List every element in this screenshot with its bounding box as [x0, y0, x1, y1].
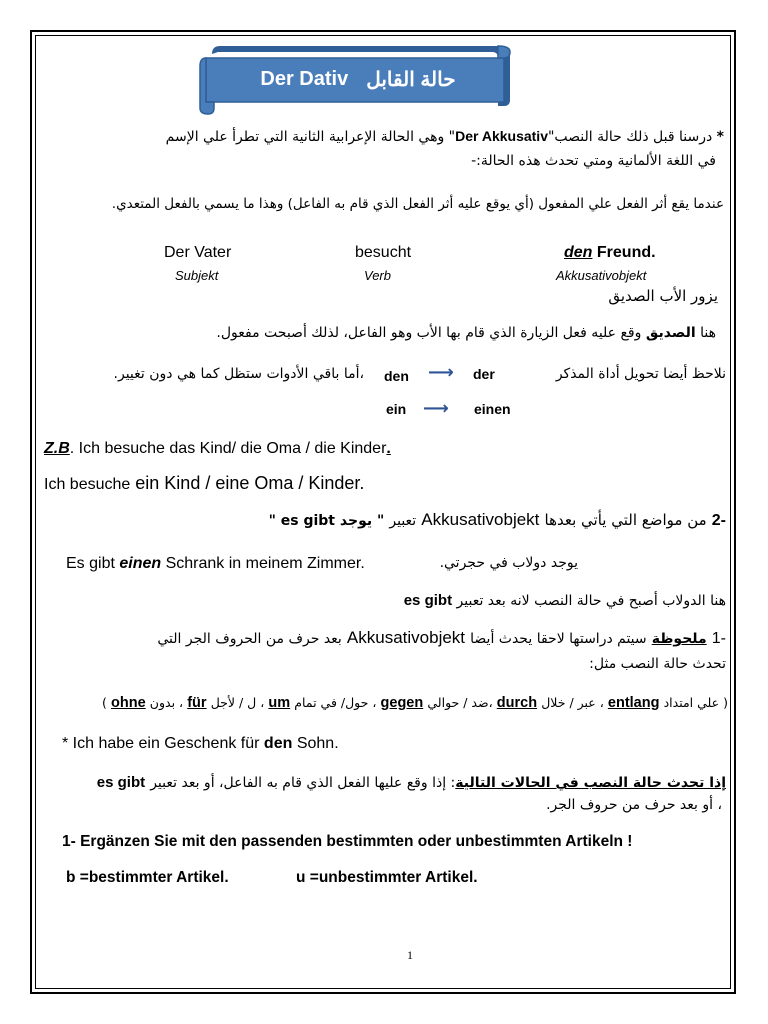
article-change-text: نلاحظ أيضا تحويل أداة المذكر	[555, 366, 726, 382]
article-ein: ein	[386, 401, 407, 417]
point-2: -2 من مواضع التي يأتي بعدها Akkusativobjekt تعبير " يوجد es gibt "	[268, 510, 726, 529]
intro-line-1: * درسنا قبل ذلك حالة النصب"Der Akkusativ" وهي الحالة الإعرابية الثانية التي تطرأ علي الإسم	[165, 128, 724, 145]
example-object: den Freund.	[564, 244, 656, 261]
note-line-1: -1 ملحوظة سيتم دراستها لاحقا يحدث أيضا Akkusativobjekt بعد حرف من الحروف الجر التي	[157, 628, 726, 647]
example-translation: يزور الأب الصديق	[608, 287, 718, 305]
intro-line-3: عندما يقع أثر الفعل علي المفعول (أي يوقع عليه أثر الفعل الذي قام به الفاعل) وهذا ما يسمي بالفعل المتعدي.	[111, 196, 724, 212]
example-verb-label: Verb	[364, 268, 391, 283]
page-title	[212, 60, 504, 98]
example-object-label: Akkusativobjekt	[556, 268, 647, 283]
example-2-de: Es gibt einen Schrank in meinem Zimmer.	[66, 555, 365, 572]
zb-example: Z.B. Ich besuche das Kind/ die Oma / die Kinder.	[44, 440, 391, 457]
title-ar: حالة القابل	[366, 68, 456, 91]
arrow-right-icon: ⟶	[428, 362, 454, 383]
summary-line-2: ، أو بعد حرف من حروف الجر.	[546, 797, 722, 813]
example-verb: besucht	[355, 244, 412, 261]
zb-example-2: Ich besuche ein Kind / eine Oma / Kinder.	[44, 473, 365, 493]
exercise-b-label: b =bestimmter Artikel.	[66, 869, 229, 886]
explanation-2: هنا الدولاب أصبح في حالة النصب لانه بعد تعبير es gibt	[403, 592, 726, 609]
summary-line-1: إذا تحدث حالة النصب في الحالات التالية: إذا وقع عليها الفعل الذي قام به الفاعل، أو بعد تعبير es gibt	[96, 774, 726, 791]
exercise-title: 1- Ergänzen Sie mit den passenden bestimmten oder unbestimmten Artikeln !	[62, 833, 633, 850]
example-subject-label: Subjekt	[175, 268, 219, 283]
page-number: 1	[407, 948, 413, 962]
arrow-right-icon: ⟶	[423, 398, 449, 419]
article-den: den	[384, 368, 409, 384]
article-einen: einen	[474, 401, 511, 417]
example-subject: Der Vater	[164, 244, 232, 261]
intro-line-2: في اللغة الألمانية ومتي تحدث هذه الحالة:-	[471, 153, 716, 169]
article-change-rest: ،أما باقي الأدوات ستظل كما هي دون تغيير.	[113, 366, 364, 382]
exercise-u-label: u =unbestimmter Artikel.	[296, 869, 478, 886]
example-3: * Ich habe ein Geschenk für den Sohn.	[62, 735, 339, 752]
title-de: Der Dativ	[260, 67, 349, 90]
note-line-2: تحدث حالة النصب مثل:	[589, 656, 726, 672]
prepositions-line: ( علي امتداد entlang ، عبر / خلال durch ،ضد / حوالي gegen ، حول/ في تمام um ، ل / لأجل für ، بدون ohne )	[101, 695, 728, 711]
example-2-ar: يوجد دولاب في حجرتي.	[439, 555, 578, 571]
explanation-1: هنا الصديق وقع عليه فعل الزيارة الذي قام بها الأب وهو الفاعل، لذلك أصبحت مفعول.	[216, 325, 716, 341]
article-der: der	[473, 366, 495, 382]
